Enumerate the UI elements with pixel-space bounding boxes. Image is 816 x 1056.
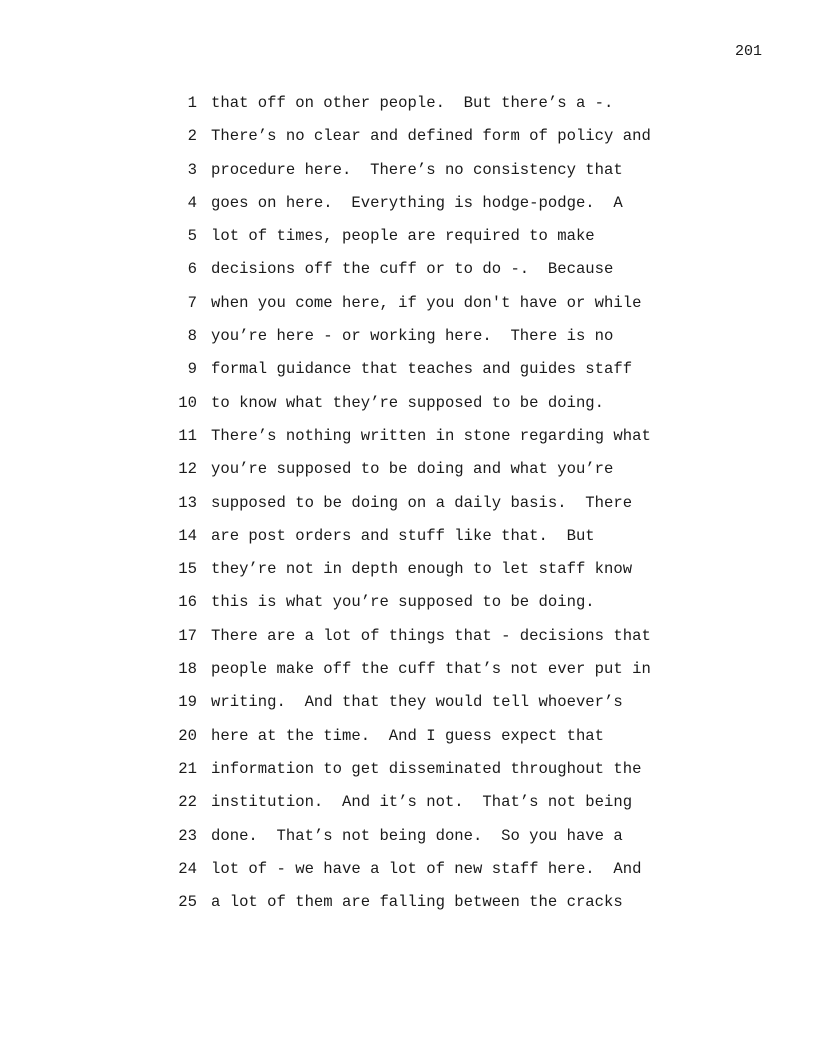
line-number: 1	[187, 94, 197, 112]
transcript-line	[170, 293, 690, 326]
line-text: to know what they’re supposed to be doing.	[211, 393, 605, 412]
transcript-line	[170, 126, 690, 159]
transcript-line	[170, 226, 690, 259]
line-text: people make off the cuff that’s not ever put in	[211, 660, 651, 679]
line-number: 14	[178, 526, 197, 545]
transcript-line	[170, 259, 690, 292]
transcript-line	[170, 826, 690, 859]
line-text: information to get disseminated throughout the	[211, 759, 642, 778]
transcript-line	[170, 326, 690, 359]
line-text: writing. And that they would tell whoever’s	[211, 693, 623, 712]
line-text: There are a lot of things that - decisions that	[211, 626, 651, 645]
line-text: when you come here, if you don't have or while	[211, 293, 642, 312]
line-text: formal guidance that teaches and guides staff	[211, 360, 633, 379]
line-text: that off on other people. But there’s a -.	[211, 94, 614, 112]
line-text: procedure here. There’s no consistency that	[211, 160, 623, 179]
line-text: here at the time. And I guess expect that	[211, 726, 605, 745]
line-text: you’re supposed to be doing and what you’re	[211, 460, 614, 479]
transcript-body	[170, 93, 690, 925]
line-number: 16	[178, 593, 197, 612]
line-number: 13	[178, 493, 197, 512]
transcript-line	[170, 626, 690, 659]
line-text: a lot of them are falling between the cracks	[211, 893, 623, 912]
line-number: 17	[178, 626, 197, 645]
transcript-line	[170, 393, 690, 426]
transcript-line	[170, 359, 690, 392]
page-number: 201	[734, 43, 762, 60]
line-number: 2	[187, 127, 197, 146]
transcript-line	[170, 659, 690, 692]
line-text: lot of times, people are required to make	[211, 227, 595, 246]
line-number: 12	[178, 460, 197, 479]
line-number: 8	[187, 327, 197, 346]
line-number: 4	[187, 193, 197, 212]
line-number: 7	[187, 293, 197, 312]
line-text: goes on here. Everything is hodge-podge. A	[211, 193, 623, 212]
line-text: they’re not in depth enough to let staff know	[211, 560, 633, 579]
transcript-line	[170, 892, 690, 925]
transcript-line	[170, 160, 690, 193]
line-number: 19	[178, 693, 197, 712]
transcript-line	[170, 93, 690, 126]
line-text: supposed to be doing on a daily basis. There	[211, 493, 633, 512]
transcript-line	[170, 559, 690, 592]
line-text: institution. And it’s not. That’s not being	[211, 793, 633, 812]
line-number: 5	[187, 227, 197, 246]
line-text: this is what you’re supposed to be doing.	[211, 593, 595, 612]
line-text: There’s nothing written in stone regarding what	[211, 426, 651, 445]
transcript-line	[170, 692, 690, 725]
line-number: 24	[178, 859, 197, 878]
line-number: 3	[187, 160, 197, 179]
line-number: 23	[178, 826, 197, 845]
transcript-line	[170, 193, 690, 226]
transcript-line	[170, 426, 690, 459]
line-number: 11	[178, 426, 197, 445]
line-number: 20	[178, 726, 197, 745]
transcript-line	[170, 459, 690, 492]
line-text: you’re here - or working here. There is no	[211, 327, 614, 346]
transcript-line	[170, 526, 690, 559]
line-text: There’s no clear and defined form of policy and	[211, 127, 651, 146]
transcript-line	[170, 759, 690, 792]
line-text: lot of - we have a lot of new staff here. And	[211, 859, 642, 878]
transcript-line	[170, 726, 690, 759]
line-text: decisions off the cuff or to do -. Because	[211, 260, 614, 279]
line-number: 9	[187, 360, 197, 379]
transcript-line	[170, 493, 690, 526]
transcript-line	[170, 592, 690, 625]
line-number: 22	[178, 793, 197, 812]
line-text: done. That’s not being done. So you have a	[211, 826, 623, 845]
line-number: 21	[178, 759, 197, 778]
transcript-line	[170, 792, 690, 825]
line-number: 18	[178, 660, 197, 679]
line-number: 15	[178, 560, 197, 579]
line-number: 10	[178, 393, 197, 412]
line-number: 6	[187, 260, 197, 279]
line-text: are post orders and stuff like that. But	[211, 526, 595, 545]
transcript-line	[170, 859, 690, 892]
line-number: 25	[178, 893, 197, 912]
